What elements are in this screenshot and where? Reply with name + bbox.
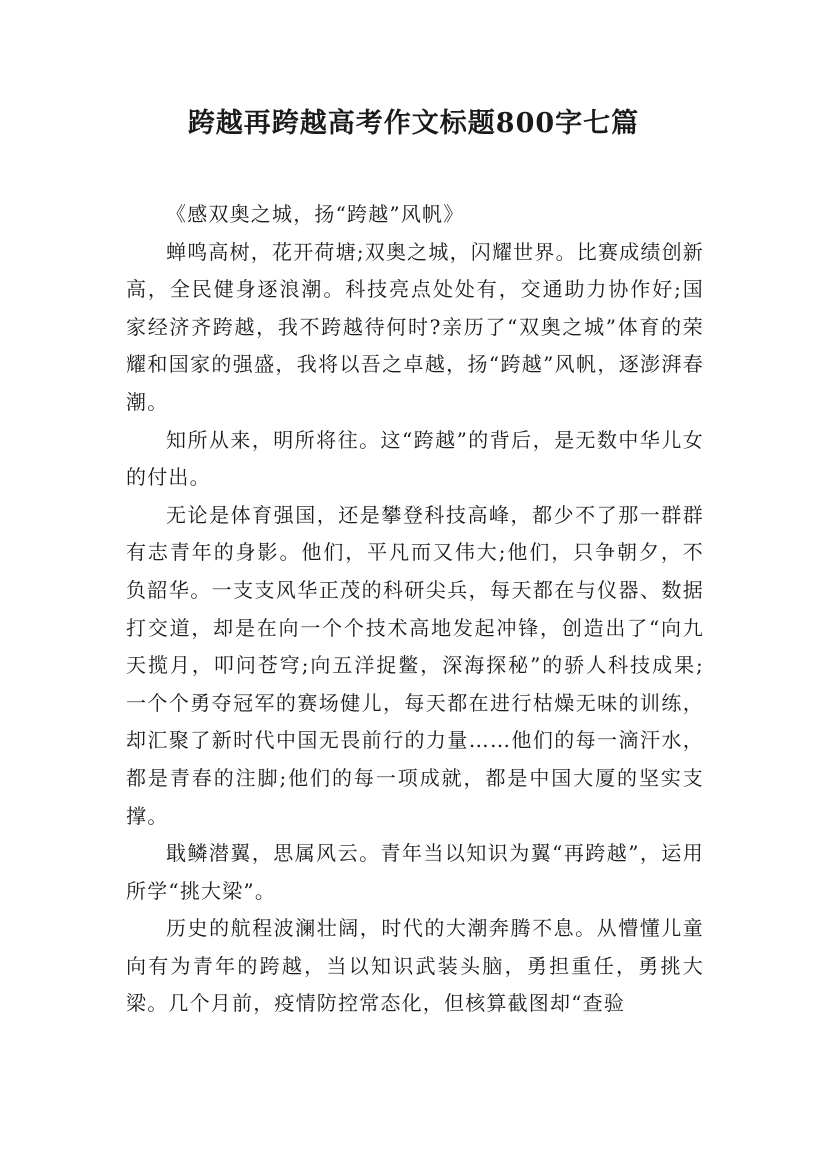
document-title: 跨越再跨越高考作文标题800字七篇 (187, 108, 640, 139)
document-body (126, 196, 704, 1023)
paragraph: 知所从来，明所将往。这“跨越”的背后，是无数中华儿女的付出。 (126, 427, 704, 490)
paragraph: 戢鳞潜翼，思属风云。青年当以知识为翼“再跨越”，运用所学“挑大梁”。 (126, 841, 704, 903)
paragraph: 蝉鸣高树，花开荷塘;双奥之城，闪耀世界。比赛成绩创新高，全民健身逐浪潮。科技亮点处处有，交通助力协作好;国家经济齐跨越，我不跨越待何时?亲历了“双奥之城”体育的荣耀和国家的强盛，我将以吾之卓越，扬“跨越”风帆，逐澎湃春潮。 (126, 239, 704, 414)
paragraph: 历史的航程波澜壮阔，时代的大潮奔腾不息。从懵懂儿童向有为青年的跨越，当以知识武装头脑，勇担重任，勇挑大梁。几个月前，疫情防控常态化，但核算截图却“查验 (126, 916, 704, 1016)
paragraph: 无论是体育强国，还是攀登科技高峰，都少不了那一群群有志青年的身影。他们，平凡而又伟大;他们，只争朝夕，不负韶华。一支支风华正茂的科研尖兵，每天都在与仪器、数据打交道，却是在向一个个技术高地发起冲锋，创造出了“向九天揽月，叩问苍穹;向五洋捉鳖，深海探秘”的骄人科技成果;一个个勇夺冠军的赛场健儿，每天都在进行枯燥无味的训练，却汇聚了新时代中国无畏前行的力量……他们的每一滴汗水，都是青春的注脚;他们的每一项成就，都是中国大厦的坚实支撑。 (126, 502, 704, 828)
essay-subtitle: 《感双奥之城，扬“跨越”风帆》 (166, 202, 465, 226)
